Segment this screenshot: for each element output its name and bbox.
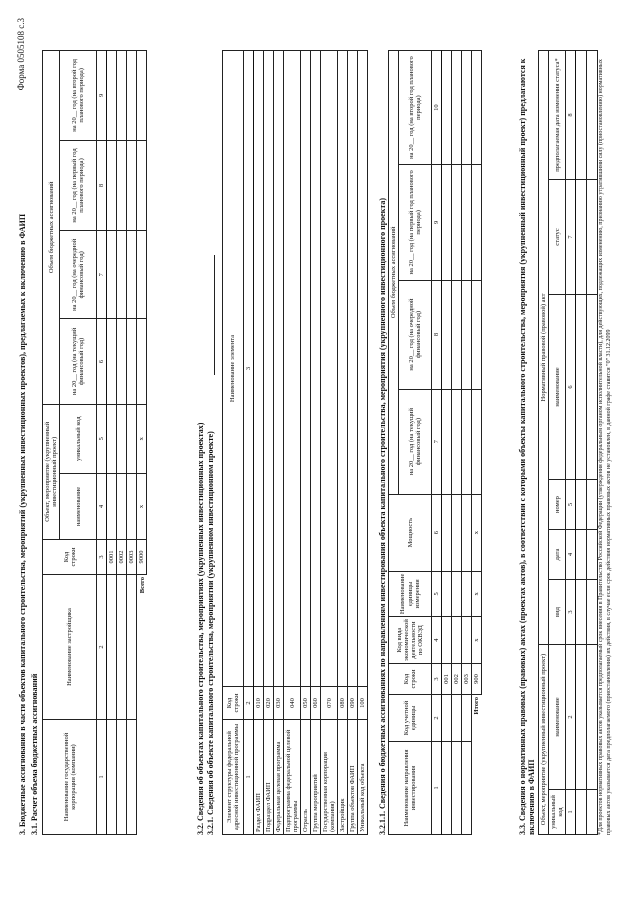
- th-volume: Объем бюджетных ассигнований: [389, 51, 399, 495]
- table-faip-structure: [222, 50, 368, 835]
- row-code: 050: [301, 687, 311, 720]
- table-row: [358, 51, 368, 835]
- col-num: 1: [432, 742, 442, 835]
- th-code: Код строки: [43, 540, 97, 575]
- table-row: [442, 51, 452, 835]
- row-code: 0002: [117, 540, 127, 575]
- table-legal-acts: [538, 50, 598, 835]
- row-code: 003: [462, 664, 472, 695]
- x-mark: х: [472, 571, 482, 617]
- th-measure: Наименование единицы измерения: [389, 571, 432, 617]
- col-num: 6: [97, 319, 107, 404]
- table-row: [274, 51, 284, 835]
- col-num: 2: [432, 695, 442, 742]
- th-year-2: на 20__ год (на очередной финансовый год): [60, 231, 97, 319]
- col-num: 4: [97, 473, 107, 539]
- row-label: Подпрограмма федеральной целевой программы: [284, 720, 301, 835]
- th-year-3: на 20__ год (на первый год планового периода): [399, 165, 432, 280]
- underline: [214, 255, 215, 375]
- col-num: 5: [97, 404, 107, 473]
- col-num: 1: [566, 790, 576, 835]
- form-code: Форма 0505108 с.3: [16, 18, 26, 91]
- th-name: наименование: [549, 645, 566, 790]
- row-label: Группа мероприятий: [311, 720, 321, 835]
- th-direction: Наименование направления инвестирования: [389, 742, 432, 835]
- section-3-3-title: 3.3. Сведения о нормативных правовых (правовых) актах (проектах актов), в соответствии с которыми объекты капитального строительства, мероприятия (укрупненный инвестиционный проект) предлагаются к включению в ФАИП: [518, 58, 536, 835]
- th-code: Код строки: [389, 664, 432, 695]
- col-num: 8: [97, 140, 107, 231]
- col-num: 5: [566, 480, 576, 530]
- col-num: 1: [97, 720, 107, 835]
- total-row: [472, 51, 482, 835]
- col-num: 8: [432, 280, 442, 389]
- col-num: 5: [432, 571, 442, 617]
- col-num: 7: [432, 389, 442, 494]
- col-num: 3: [244, 51, 254, 687]
- row-label: Застройщик: [338, 720, 348, 835]
- col-num: 10: [432, 51, 442, 165]
- total-code: 9000: [137, 540, 147, 575]
- x-mark: х: [137, 473, 147, 539]
- footnote: *Для проектов нормативных правовых актов указывается предполагаемый срок внесения в Правительство Российской Федерации (утверждения федеральным органом исполнительной власти), для действующих, подлежащих изменению, признанию утратившими силу (приостановлению) нормативных правовых актов указывается дата предполагаемого (приостановления) их действия, в случае если срок действия нормативных правовых актов не установлен, в данной графе ставится "0" 31.12.2099: [598, 59, 612, 835]
- col-num: 2: [244, 687, 254, 720]
- table-row: [587, 51, 598, 835]
- total-label: Итого: [473, 697, 481, 715]
- table-row: [576, 51, 587, 835]
- col-num: 1: [244, 720, 254, 835]
- x-mark: х: [472, 617, 482, 664]
- total-label: Всего: [138, 577, 146, 594]
- row-code: 0003: [127, 540, 137, 575]
- section-3-2-1-1-title: 3.2.1.1. Сведения о бюджетных ассигнованиях по направлениям инвестирования объекта капитального строительства, мероприятия (укрупненного инвестиционного проекта): [378, 197, 387, 835]
- th-act-name: наименование: [549, 295, 566, 480]
- th-object: Объект, мероприятие (укрупненный инвестиционный проект): [43, 404, 60, 539]
- th-object: Объект, мероприятие (укрупненный инвестиционный проект): [539, 645, 549, 835]
- col-num: 4: [432, 617, 442, 664]
- th-obj-uid: уникальный код: [60, 404, 97, 473]
- row-code: 001: [442, 664, 452, 695]
- col-num: 6: [432, 494, 442, 571]
- row-code: 100: [358, 687, 368, 720]
- row-label: Государственная корпорация (компания): [321, 720, 338, 835]
- col-num: 9: [432, 165, 442, 280]
- row-code: 020: [264, 687, 274, 720]
- col-num: 4: [566, 530, 576, 580]
- th-power: Мощность: [389, 494, 432, 571]
- row-code: 010: [254, 687, 264, 720]
- row-label: Уникальный код объекта: [358, 720, 368, 835]
- col-num: 9: [97, 51, 107, 141]
- col-num: 6: [566, 295, 576, 480]
- th-elem: Элемент структуры федеральной адресной инвестиционной программы: [223, 720, 244, 835]
- col-num: 8: [566, 51, 576, 180]
- section-3-2-1-title: 3.2.1. Сведения об объекте капитального строительства, мероприятии (укрупненном инвестиционном проекте): [206, 431, 215, 835]
- section-3-2-title: 3.2. Сведения об объектах капитального строительства, мероприятиях (укрупненных инвестиционных проектах): [196, 422, 205, 835]
- th-year-1: на 20__ год (на текущий финансовый год): [399, 389, 432, 494]
- column-numbers: [97, 51, 107, 835]
- table-row: [264, 51, 274, 835]
- th-uid: уникальный код: [549, 790, 566, 835]
- row-label: Группа объектов ФАИП: [348, 720, 358, 835]
- table-row: [452, 51, 462, 835]
- table-row: [254, 51, 264, 835]
- row-code: 070: [321, 687, 338, 720]
- x-mark: х: [137, 404, 147, 473]
- th-act: Нормативный правовой (правовой) акт: [539, 51, 549, 645]
- table-row: [348, 51, 358, 835]
- th-year-1: на 20__ год (на текущий финансовый год): [60, 319, 97, 404]
- th-num: номер: [549, 480, 566, 530]
- table-budget-calc: [42, 50, 147, 835]
- column-numbers: [566, 51, 576, 835]
- table-row: [127, 51, 137, 835]
- table-row: [321, 51, 338, 835]
- col-num: 3: [97, 540, 107, 575]
- section-3-title: 3. Бюджетные ассигнования в части объектов капитального строительства, мероприятий (укрупненных инвестиционных проектов), предлагаемых к включению в ФАИП: [18, 213, 27, 835]
- row-label: Федеральная целевая программа: [274, 720, 284, 835]
- row-code: 060: [311, 687, 321, 720]
- table-row: [107, 51, 117, 835]
- table-directions: [388, 50, 482, 835]
- table-row: [338, 51, 348, 835]
- row-label: Отрасль: [301, 720, 311, 835]
- th-developer: Наименование застройщика: [43, 575, 97, 720]
- th-plan-date: предполагаемая дата изменения статуса*: [549, 51, 566, 180]
- th-okved: Код вида экономической деятельности по ОКВЭД: [389, 617, 432, 664]
- row-code: 080: [338, 687, 348, 720]
- total-code: 900: [472, 664, 482, 695]
- th-date: дата: [549, 530, 566, 580]
- row-code: 090: [348, 687, 358, 720]
- table-row: [311, 51, 321, 835]
- col-num: 2: [97, 575, 107, 720]
- table-row: [462, 51, 472, 835]
- table-row: [301, 51, 311, 835]
- th-unit: Код учетной единицы: [389, 695, 432, 742]
- th-obj-name: наименование: [60, 473, 97, 539]
- row-code: 040: [284, 687, 301, 720]
- row-code: 030: [274, 687, 284, 720]
- table-row: [284, 51, 301, 835]
- row-code: 002: [452, 664, 462, 695]
- table-row: [117, 51, 127, 835]
- section-3-1-title: 3.1. Расчет объема бюджетных ассигнований: [30, 673, 39, 835]
- th-year-3: на 20__ год (на первый год планового периода): [60, 140, 97, 231]
- col-num: 7: [566, 180, 576, 295]
- th-year-4: на 20__ год (на второй год планового периода): [399, 51, 432, 165]
- col-num: 3: [566, 580, 576, 645]
- col-num: 2: [566, 645, 576, 790]
- column-numbers: [432, 51, 442, 835]
- th-kind: вид: [549, 580, 566, 645]
- row-label: Раздел ФАИП: [254, 720, 264, 835]
- th-elem-name: Наименование элемента: [223, 51, 244, 687]
- col-num: 7: [97, 231, 107, 319]
- row-code: 0001: [107, 540, 117, 575]
- col-num: 3: [432, 664, 442, 695]
- th-org: Наименование государственной корпорации (компании): [43, 720, 97, 835]
- th-volume: Объем бюджетных ассигнований: [43, 51, 60, 405]
- th-year-4: на 20__ год (на второй год планового периода): [60, 51, 97, 141]
- x-mark: х: [472, 494, 482, 571]
- row-label: Подраздел ФАИП: [264, 720, 274, 835]
- total-row: [137, 51, 147, 835]
- th-code: Код строки: [223, 687, 244, 720]
- th-year-2: на 20__ год (на очередной финансовый год): [399, 280, 432, 389]
- th-status: статус: [549, 180, 566, 295]
